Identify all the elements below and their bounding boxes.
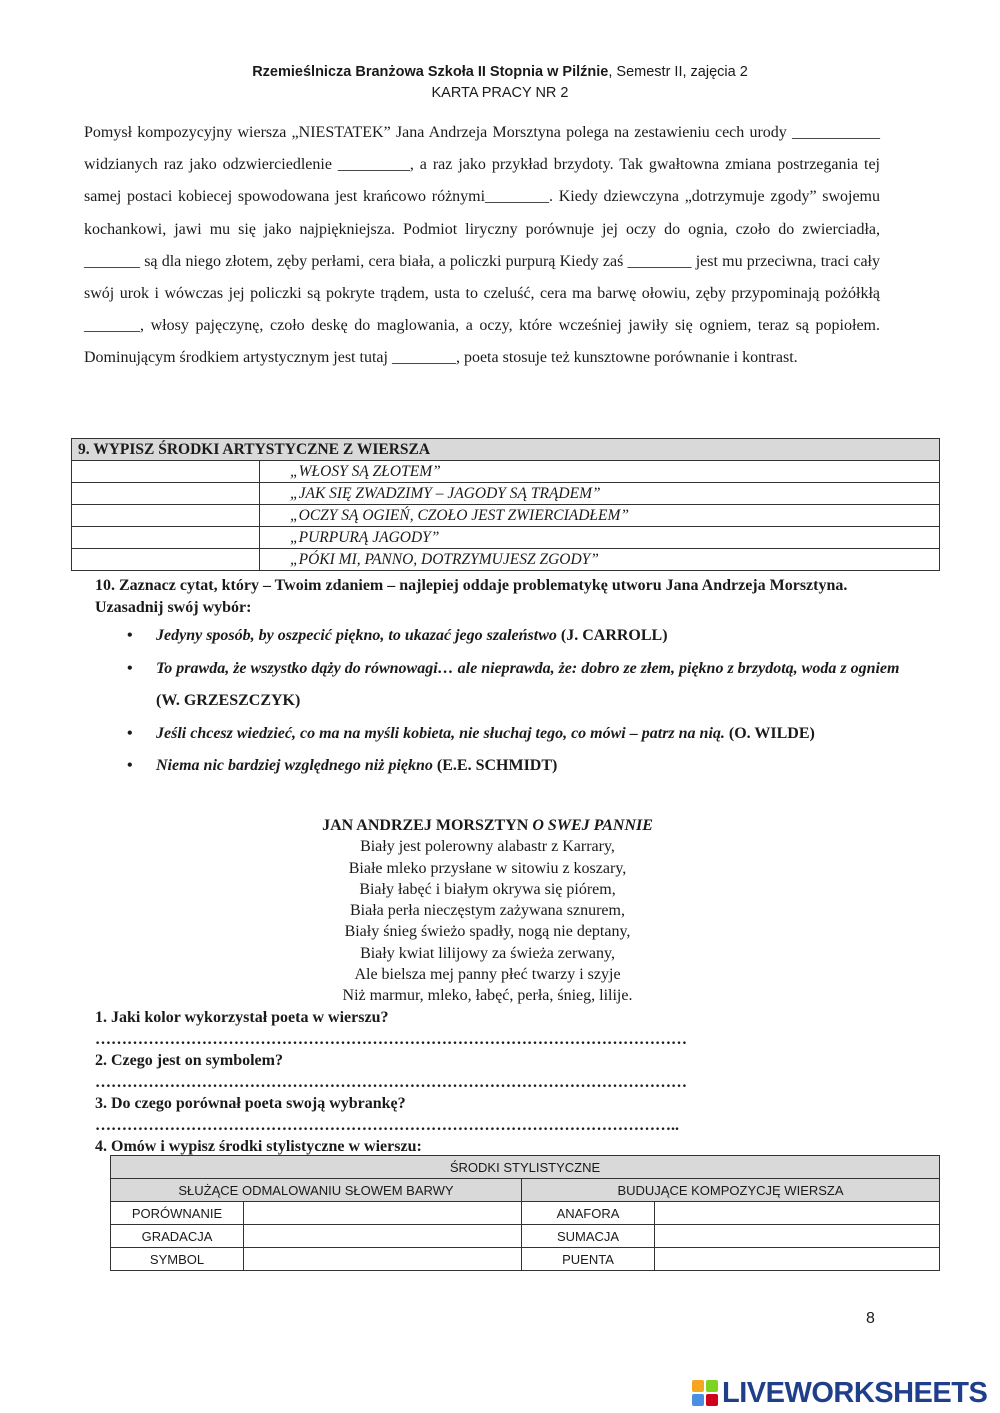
row-label-left: SYMBOL (111, 1248, 244, 1271)
school-name: Rzemieślnicza Branżowa Szkoła II Stopnia w Pilźnie (252, 64, 609, 80)
poem-name: O SWEJ PANNIE (532, 817, 653, 834)
answer-line-2[interactable]: ………………………………………………………………………………………………… (95, 1073, 687, 1091)
poem-line: Biały jest polerowny alabastr z Karrary, (360, 838, 615, 856)
poem-line: Niż marmur, mleko, łabęć, perła, śnieg, lilije. (342, 987, 633, 1005)
quote-cell: „PURPURĄ JAGODY” (260, 527, 940, 549)
question-2: 2. Czego jest on symbolem? (95, 1052, 283, 1069)
table-row (72, 461, 940, 483)
quote-text: Niema nic bardziej względnego niż piękno (156, 757, 433, 774)
quote-list (127, 620, 907, 783)
answer-cell[interactable] (655, 1225, 940, 1248)
question-3: 3. Do czego porównał poeta swoją wybrankę? (95, 1095, 406, 1112)
poem-line: Biała perła nieczęstym zażywana sznurem, (350, 902, 625, 920)
task10-title: 10. Zaznacz cytat, który – Twoim zdaniem – najlepiej oddaje problematykę utworu Jana Andrzeja Morsztyna. Uzasadnij swój wybór: (95, 577, 848, 616)
table-row (72, 549, 940, 571)
table-row (72, 483, 940, 505)
quote-cell: „JAK SIĘ ZWADZIMY – JAGODY SĄ TRĄDEM” (260, 483, 940, 505)
table-row (72, 527, 940, 549)
style-table (110, 1155, 940, 1271)
quote-text: To prawda, że wszystko dąży do równowagi… ale nieprawda, że: dobro ze złem, piękno z brzydotą, woda z ogniem (156, 659, 900, 677)
style-table-title: ŚRODKI STYLISTYCZNE (111, 1156, 940, 1179)
question-list (95, 1007, 795, 1158)
quote-text: Jedyny sposób, by oszpecić piękno, to ukazać jego szaleństwo (156, 627, 557, 644)
answer-cell[interactable] (244, 1225, 522, 1248)
quote-cell: „PÓKI MI, PANNO, DOTRZYMUJESZ ZGODY” (260, 549, 940, 571)
logo-grid-icon (692, 1380, 718, 1406)
answer-cell[interactable] (72, 505, 260, 527)
poem-line: Biały kwiat lilijowy za świeża zerwany, (360, 944, 615, 962)
answer-cell[interactable] (72, 527, 260, 549)
question-1: 1. Jaki kolor wykorzystał poeta w wierszu? (95, 1009, 389, 1026)
logo-tile (692, 1394, 704, 1406)
liveworksheets-logo (692, 1375, 987, 1411)
brand-name: LIVEWORKSHEETS (722, 1376, 988, 1409)
quote-cell: „OCZY SĄ OGIEŃ, CZOŁO JEST ZWIERCIADŁEM” (260, 505, 940, 527)
table-row (111, 1202, 940, 1225)
col-right-header: BUDUJĄCE KOMPOZYCJĘ WIERSZA (522, 1179, 940, 1202)
poem-author: JAN ANDRZEJ MORSZTYN (322, 817, 533, 834)
table-row (111, 1248, 940, 1271)
answer-cell[interactable] (655, 1202, 940, 1225)
quote-text: Jeśli chcesz wiedzieć, co ma na myśli kobieta, nie słuchaj tego, co mówi – patrz na nią. (156, 724, 725, 742)
answer-cell[interactable] (72, 549, 260, 571)
quote-cell: „WŁOSY SĄ ZŁOTEM” (260, 461, 940, 483)
row-label-right: PUENTA (522, 1248, 655, 1271)
list-item[interactable] (127, 750, 907, 783)
answer-line-3[interactable]: ……………………………………………………………………………………………….. (95, 1116, 679, 1134)
card-title: KARTA PRACY NR 2 (431, 85, 569, 101)
table-row (111, 1225, 940, 1248)
page-number: 8 (866, 1310, 875, 1327)
answer-cell[interactable] (244, 1202, 522, 1225)
poem-line: Biały łabęć i białym okrywa się piórem, (359, 880, 616, 898)
list-item[interactable] (127, 620, 907, 653)
answer-cell[interactable] (244, 1248, 522, 1271)
row-label-left: PORÓWNANIE (111, 1202, 244, 1225)
quote-author: (W. GRZESZCZYK) (156, 692, 301, 709)
task9-table (71, 438, 940, 571)
poem (0, 815, 975, 1007)
poem-line: Białe mleko przysłane w sitowiu z koszary, (348, 859, 627, 877)
task9-title: 9. WYPISZ ŚRODKI ARTYSTYCZNE Z WIERSZA (72, 439, 940, 461)
list-item[interactable] (127, 718, 907, 751)
quote-author: (E.E. SCHMIDT) (432, 757, 558, 774)
page-header (0, 62, 1000, 104)
answer-cell[interactable] (72, 483, 260, 505)
poem-line: Biały śnieg świeżo spadły, nogą nie deptany, (344, 923, 631, 941)
quote-author: (J. CARROLL) (556, 627, 668, 644)
logo-tile (706, 1380, 718, 1392)
col-left-header: SŁUŻĄCE ODMALOWANIU SŁOWEM BARWY (111, 1179, 522, 1202)
answer-cell[interactable] (655, 1248, 940, 1271)
table-row (72, 505, 940, 527)
logo-tile (706, 1394, 718, 1406)
poem-title (0, 815, 975, 836)
quote-author: (O. WILDE) (724, 724, 815, 742)
question-4: 4. Omów i wypisz środki stylistyczne w wierszu: (95, 1138, 422, 1155)
intro-paragraph: Pomysł kompozycyjny wiersza „NIESTATEK” Jana Andrzeja Morsztyna polega na zestawieniu cech urody ___________ widzianych raz jako odzwierciedlenie _________, a raz jako przykład brzydoty. Tak gwałtowna zmiana postrzegania tej samej postaci kobiecej spowodowana jest krańcowo różnymi________. Kiedy dziewczyna „dotrzymuje zgody” swojemu kochankowi, jawi mu się jako najpiękniejsza. Podmiot liryczny porównuje jej oczy do ognia, czoło do zwierciadła, _______ są dla niego złotem, zęby perłami, cera biała, a policzki purpurą Kiedy zaś ________ jest mu przeciwna, traci cały swój urok i wówczas jej policzki są pokryte trądem, usta to czeluść, cera ma barwę ołowiu, zęby przypominają pożółkłą _______, włosy pajęczynę, czoło deskę do maglowania, a oczy, które wcześniej jawiły się ogniem, teraz są popiołem. Dominującym środkiem artystycznym jest tutaj ________, poeta stosuje też kunsztowne porównanie i kontrast. (84, 124, 880, 367)
row-label-left: GRADACJA (111, 1225, 244, 1248)
answer-line-1[interactable]: ………………………………………………………………………………………………… (95, 1030, 687, 1048)
answer-cell[interactable] (72, 461, 260, 483)
list-item[interactable] (127, 653, 907, 718)
row-label-right: ANAFORA (522, 1202, 655, 1225)
row-label-right: SUMACJA (522, 1225, 655, 1248)
poem-line: Ale bielsza mej panny płeć twarzy i szyje (354, 966, 621, 984)
logo-tile (692, 1380, 704, 1392)
semester-info: , Semestr II, zajęcia 2 (608, 64, 748, 80)
